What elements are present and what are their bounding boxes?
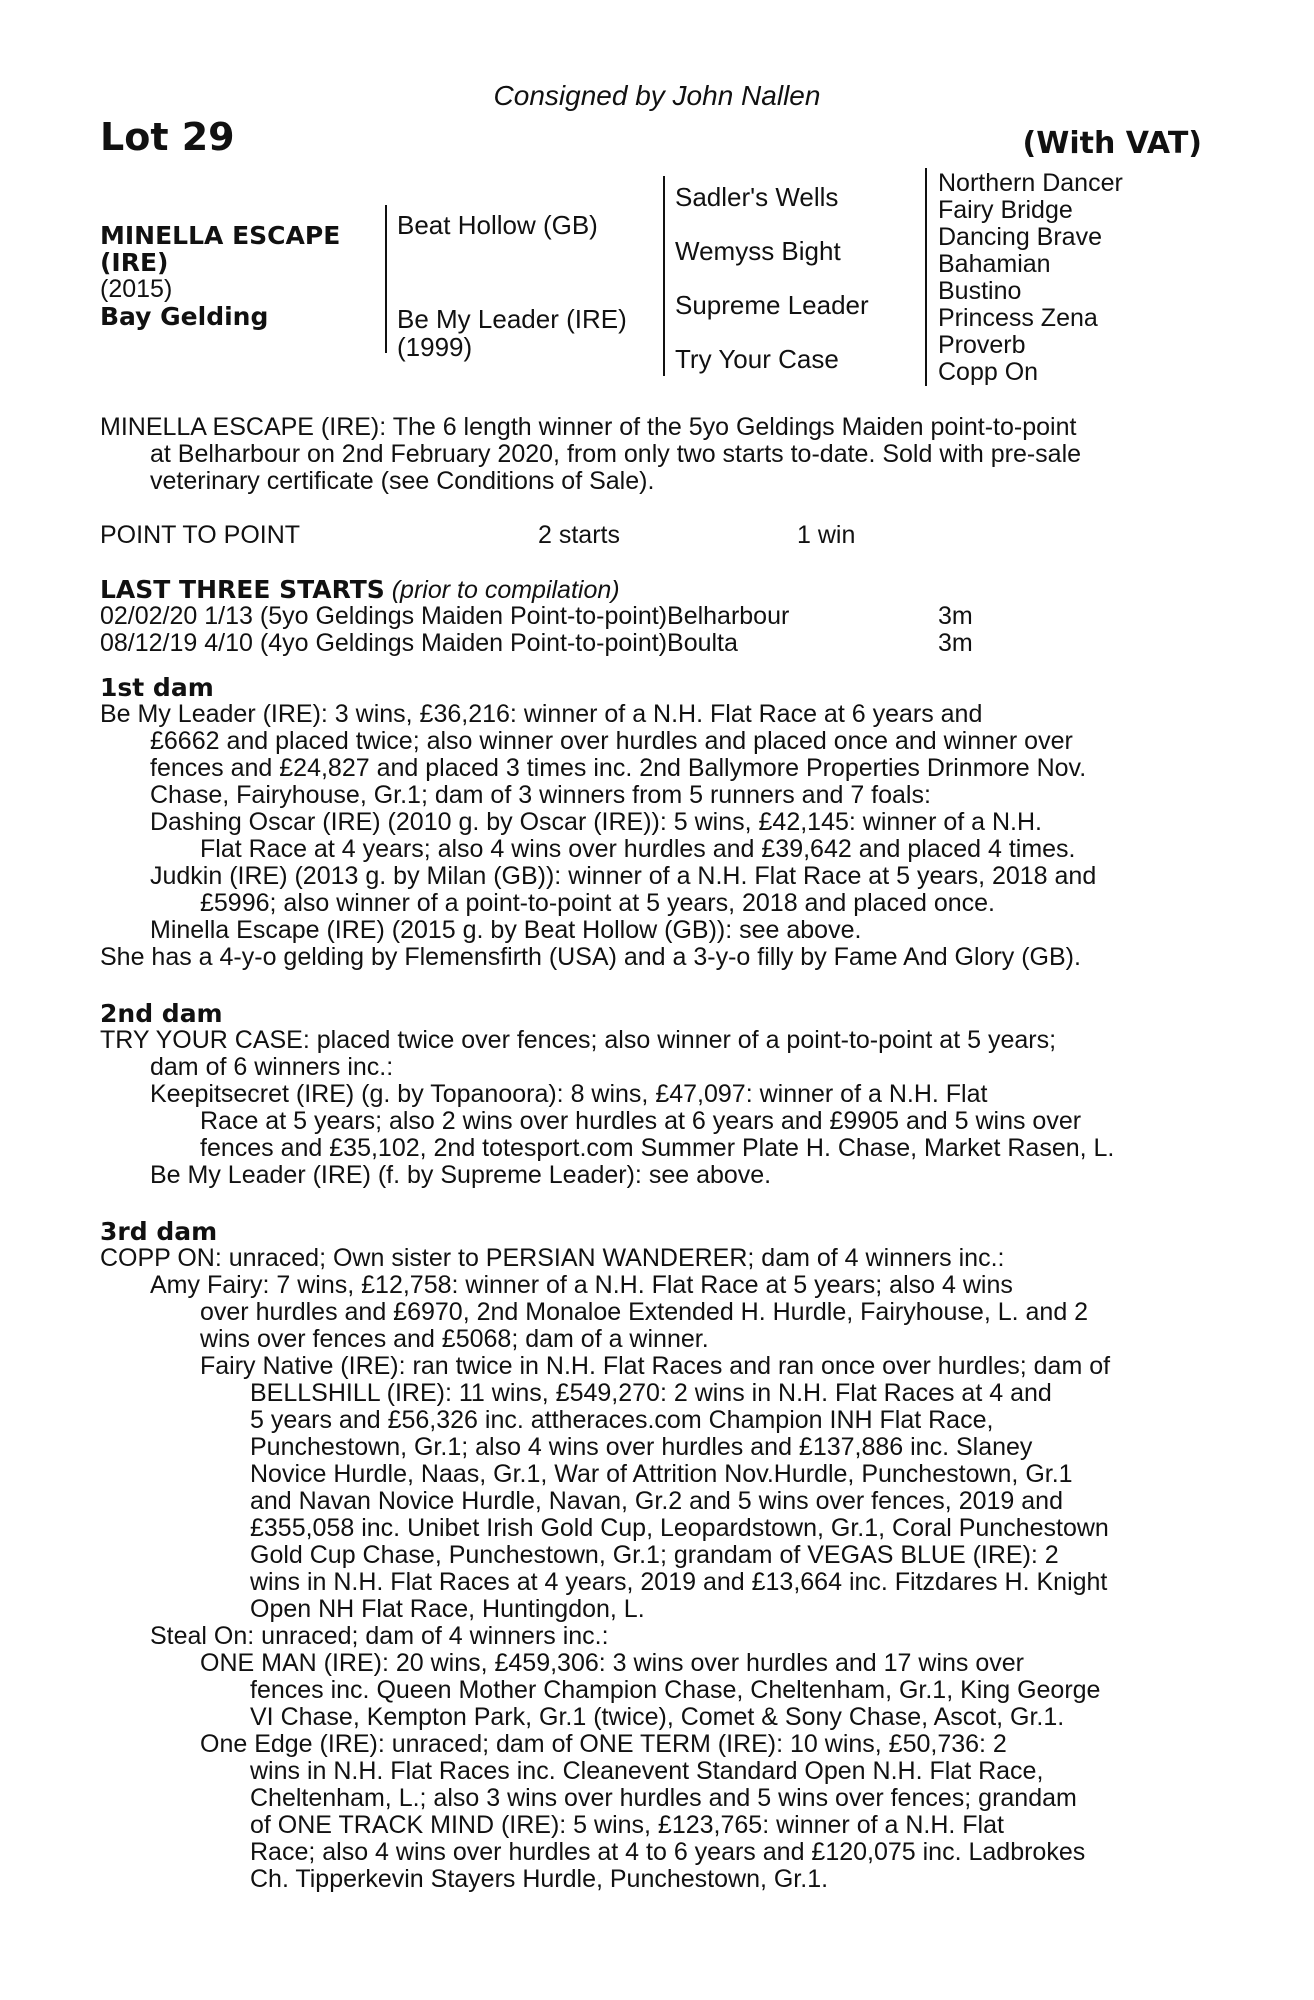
text-line: £6662 and placed twice; also winner over hurdles and placed once and winner over: [150, 727, 1073, 755]
text-line: Gold Cup Chase, Punchestown, Gr.1; grandam of VEGAS BLUE (IRE): 2: [250, 1541, 1059, 1569]
text-line: Minella Escape (IRE) (2015 g. by Beat Hollow (GB)): see above.: [150, 916, 862, 944]
text-line: Judkin (IRE) (2013 g. by Milan (GB)): winner of a N.H. Flat Race at 5 years, 2018 and: [150, 862, 1097, 890]
pedigree-ancestor: Copp On: [938, 358, 1039, 386]
pedigree-ancestor: Bahamian: [938, 250, 1051, 278]
pedigree-ancestor: Northern Dancer: [938, 169, 1123, 197]
text-line: Chase, Fairyhouse, Gr.1; dam of 3 winners from 5 runners and 7 foals:: [150, 781, 931, 809]
text-line: Cheltenham, L.; also 3 wins over hurdles and 5 wins over fences; grandam: [250, 1784, 1077, 1812]
pedigree-ancestor: Dancing Brave: [938, 223, 1102, 251]
text-line: Be My Leader (IRE): 3 wins, £36,216: winner of a N.H. Flat Race at 6 years and: [100, 700, 983, 728]
vat-note: (With VAT): [1022, 126, 1202, 161]
text-line: Steal On: unraced; dam of 4 winners inc.:: [150, 1622, 609, 1650]
text-line: fences inc. Queen Mother Champion Chase, Cheltenham, Gr.1, King George: [250, 1676, 1101, 1704]
start-row-text: 08/12/19 4/10 (4yo Geldings Maiden Point-to-point)Boulta: [100, 629, 738, 657]
text-line: Flat Race at 4 years; also 4 wins over hurdles and £39,642 and placed 4 times.: [200, 835, 1076, 863]
text-line: wins in N.H. Flat Races inc. Cleanevent Standard Open N.H. Flat Race,: [250, 1757, 1044, 1785]
horse-sex: Bay Gelding: [100, 302, 269, 331]
text-line: COPP ON: unraced; Own sister to PERSIAN WANDERER; dam of 4 winners inc.:: [100, 1244, 1005, 1272]
text-line: Ch. Tipperkevin Stayers Hurdle, Punchestown, Gr.1.: [250, 1865, 829, 1893]
lot-number: Lot 29: [100, 115, 235, 159]
section-heading: 2nd dam: [100, 999, 223, 1028]
pedigree-divider-2: [663, 176, 665, 376]
text-line: MINELLA ESCAPE (IRE): The 6 length winner of the 5yo Geldings Maiden point-to-point: [100, 413, 1077, 441]
last-starts-note: (prior to compilation): [391, 576, 620, 604]
last-starts-heading-row: [100, 576, 620, 604]
section-heading: 3rd dam: [100, 1217, 218, 1246]
text-line: Race; also 4 wins over hurdles at 4 to 6 years and £120,075 inc. Ladbrokes: [250, 1838, 1086, 1866]
intro-paragraph: [100, 414, 1206, 495]
text-line: over hurdles and £6970, 2nd Monaloe Extended H. Hurdle, Fairyhouse, L. and 2: [200, 1298, 1089, 1326]
start-row-distance: 3m: [938, 629, 973, 657]
ptp-label: POINT TO POINT: [100, 521, 301, 549]
consignor-line: Consigned by John Nallen: [493, 80, 821, 111]
pedigree-ancestor: Bustino: [938, 277, 1022, 305]
pedigree-granddam-1: Wemyss Bight: [675, 236, 841, 266]
pedigree-dam: Be My Leader (IRE): [397, 304, 627, 334]
last-starts-heading: LAST THREE STARTS: [100, 575, 385, 604]
horse-name: MINELLA ESCAPE: [100, 221, 341, 250]
ptp-wins: 1 win: [797, 521, 856, 549]
text-line: Novice Hurdle, Naas, Gr.1, War of Attrition Nov.Hurdle, Punchestown, Gr.1: [250, 1460, 1073, 1488]
horse-country: (IRE): [100, 248, 169, 277]
text-line: at Belharbour on 2nd February 2020, from only two starts to-date. Sold with pre-sale: [150, 440, 1082, 468]
text-line: and Navan Novice Hurdle, Navan, Gr.2 and 5 wins over fences, 2019 and: [250, 1487, 1063, 1515]
text-line: Open NH Flat Race, Huntingdon, L.: [250, 1595, 645, 1623]
start-row-text: 02/02/20 1/13 (5yo Geldings Maiden Point-to-point)Belharbour: [100, 602, 790, 630]
pedigree-ancestor: Proverb: [938, 331, 1026, 359]
third-dam-section: [100, 1218, 1206, 1893]
text-line: 5 years and £56,326 inc. attheraces.com Champion INH Flat Race,: [250, 1406, 994, 1434]
horse-year: (2015): [100, 275, 173, 303]
pedigree-grandsire-2: Supreme Leader: [675, 290, 869, 320]
pedigree-ancestor: Fairy Bridge: [938, 196, 1073, 224]
second-dam-section: [100, 1000, 1206, 1189]
text-line: VI Chase, Kempton Park, Gr.1 (twice), Comet & Sony Chase, Ascot, Gr.1.: [250, 1703, 1065, 1731]
first-dam-section: [100, 674, 1206, 971]
pedigree-dam-year: (1999): [397, 332, 473, 362]
section-heading: 1st dam: [100, 673, 214, 702]
text-line: Punchestown, Gr.1; also 4 wins over hurdles and £137,886 inc. Slaney: [250, 1433, 1033, 1461]
text-line: wins over fences and £5068; dam of a winner.: [200, 1325, 709, 1353]
text-line: BELLSHILL (IRE): 11 wins, £549,270: 2 wins in N.H. Flat Races at 4 and: [250, 1379, 1052, 1407]
pedigree-ancestor: Princess Zena: [938, 304, 1098, 332]
text-line: Be My Leader (IRE) (f. by Supreme Leader): see above.: [150, 1161, 772, 1189]
pedigree-granddam-2: Try Your Case: [675, 344, 839, 374]
text-line: ONE MAN (IRE): 20 wins, £459,306: 3 wins over hurdles and 17 wins over: [200, 1649, 1024, 1677]
text-line: £355,058 inc. Unibet Irish Gold Cup, Leopardstown, Gr.1, Coral Punchestown: [250, 1514, 1109, 1542]
text-line: fences and £24,827 and placed 3 times inc. 2nd Ballymore Properties Drinmore Nov.: [150, 754, 1087, 782]
text-line: Amy Fairy: 7 wins, £12,758: winner of a N.H. Flat Race at 5 years; also 4 wins: [150, 1271, 1013, 1299]
text-line: wins in N.H. Flat Races at 4 years, 2019 and £13,664 inc. Fitzdares H. Knight: [250, 1568, 1108, 1596]
pedigree-grandsire-1: Sadler's Wells: [675, 182, 839, 212]
pedigree-divider-3: [925, 168, 927, 386]
text-line: Race at 5 years; also 2 wins over hurdles at 6 years and £9905 and 5 wins over: [200, 1107, 1082, 1135]
start-row-distance: 3m: [938, 602, 973, 630]
text-line: of ONE TRACK MIND (IRE): 5 wins, £123,765: winner of a N.H. Flat: [250, 1811, 1004, 1839]
text-line: dam of 6 winners inc.:: [150, 1053, 394, 1081]
pedigree-sire: Beat Hollow (GB): [397, 210, 598, 240]
text-line: She has a 4-y-o gelding by Flemensfirth (USA) and a 3-y-o filly by Fame And Glory (GB).: [100, 943, 1081, 971]
text-line: £5996; also winner of a point-to-point at 5 years, 2018 and placed once.: [200, 889, 995, 917]
text-line: TRY YOUR CASE: placed twice over fences; also winner of a point-to-point at 5 years;: [100, 1026, 1057, 1054]
text-line: Fairy Native (IRE): ran twice in N.H. Flat Races and ran once over hurdles; dam of: [200, 1352, 1111, 1380]
text-line: Dashing Oscar (IRE) (2010 g. by Oscar (IRE)): 5 wins, £42,145: winner of a N.H.: [150, 808, 1043, 836]
text-line: One Edge (IRE): unraced; dam of ONE TERM (IRE): 10 wins, £50,736: 2: [200, 1730, 1007, 1758]
pedigree-divider-1: [385, 205, 387, 353]
horse-identity: [100, 222, 340, 330]
ptp-starts: 2 starts: [538, 521, 620, 549]
text-line: veterinary certificate (see Conditions of Sale).: [150, 467, 655, 495]
text-line: Keepitsecret (IRE) (g. by Topanoora): 8 wins, £47,097: winner of a N.H. Flat: [150, 1080, 988, 1108]
text-line: fences and £35,102, 2nd totesport.com Summer Plate H. Chase, Market Rasen, L.: [200, 1134, 1115, 1162]
